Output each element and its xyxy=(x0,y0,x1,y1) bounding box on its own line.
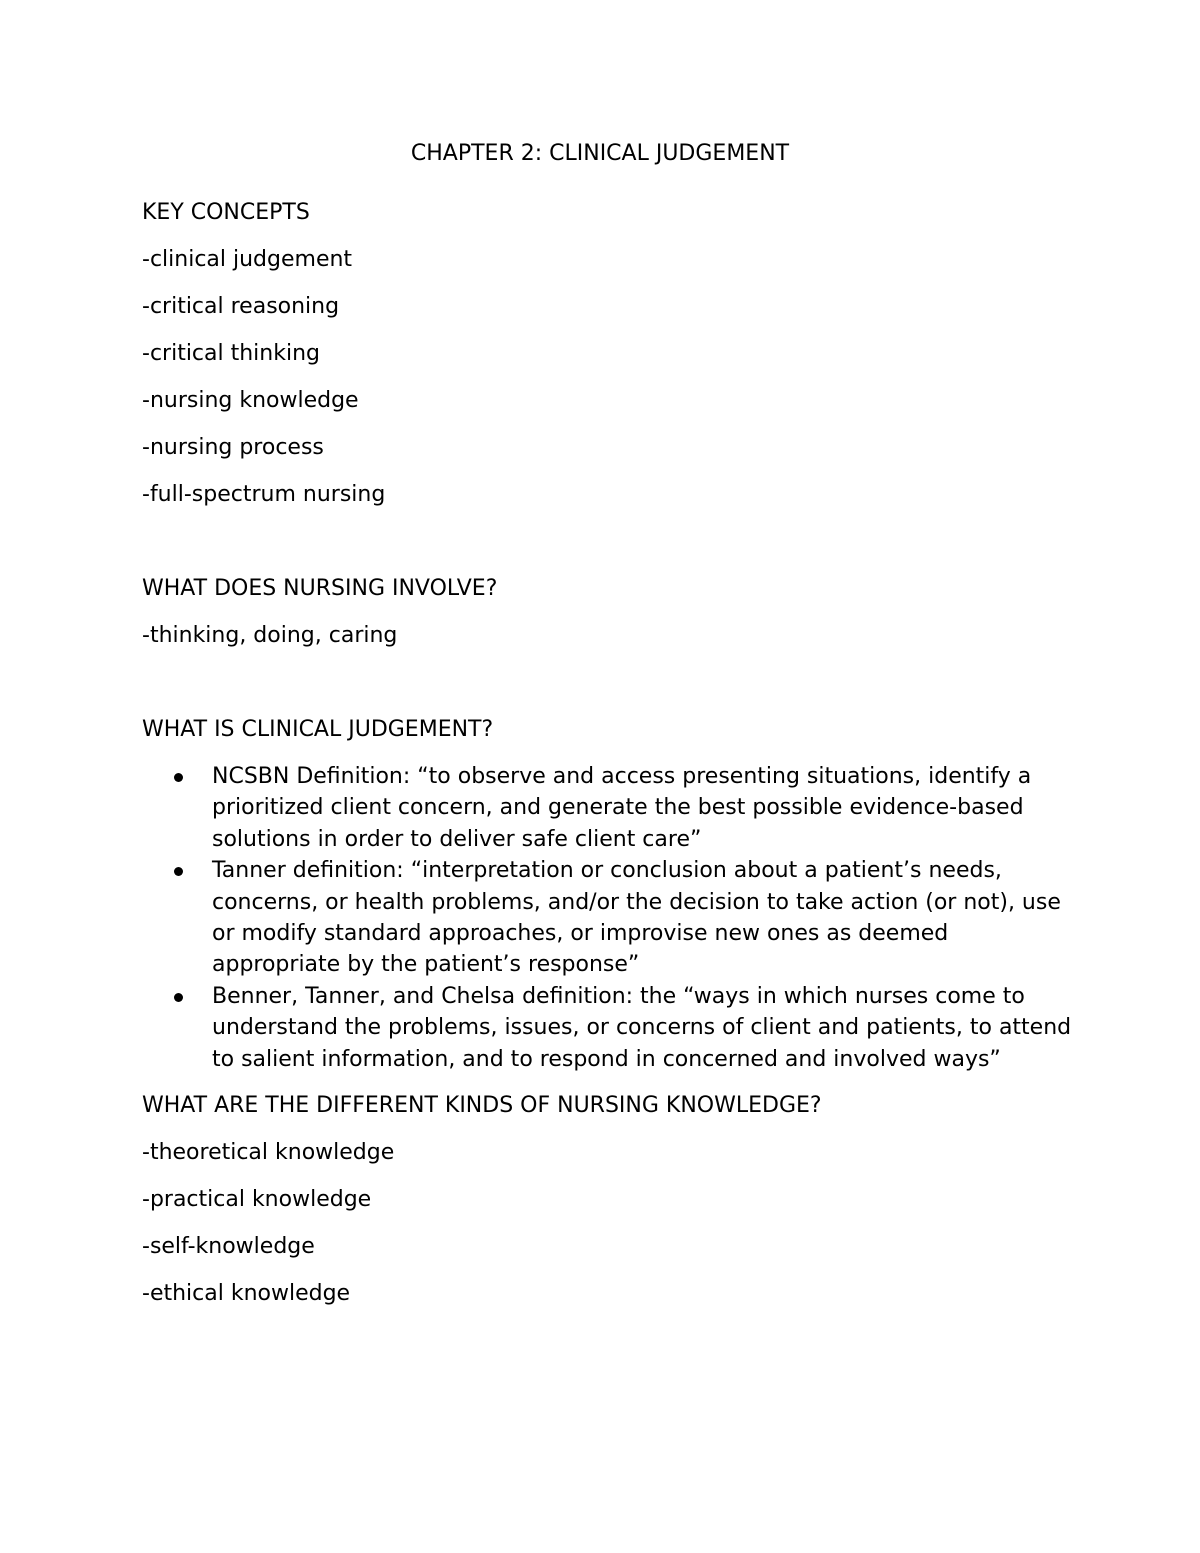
spacer xyxy=(142,667,1072,714)
bullet-icon xyxy=(174,993,183,1002)
document-page xyxy=(142,138,1072,1325)
list-item: -nursing knowledge xyxy=(142,388,359,413)
list-item: -clinical judgement xyxy=(142,247,353,272)
bullet-icon xyxy=(174,773,183,782)
section-heading-key-concepts: KEY CONCEPTS xyxy=(142,200,310,225)
bullet-text: NCSBN Definition: “to observe and access presenting situations, identify a prioritized client concern, and generate the best possible evidence-based solutions in order to deliver safe client care” xyxy=(212,764,1032,852)
list-item: -critical reasoning xyxy=(142,294,340,319)
list-item: -full-spectrum nursing xyxy=(142,482,386,507)
list-item: -self-knowledge xyxy=(142,1234,315,1260)
definition-bullet-list xyxy=(142,761,1072,1075)
list-item: -thinking, doing, caring xyxy=(142,623,398,648)
list-item: -nursing process xyxy=(142,435,324,460)
spacer xyxy=(142,526,1072,573)
bullet-item xyxy=(142,761,1072,855)
section-heading-clinical-judgement: WHAT IS CLINICAL JUDGEMENT? xyxy=(142,717,494,742)
bullet-text: Benner, Tanner, and Chelsa definition: the “ways in which nurses come to understand the problems, issues, or concerns of client and patients, to attend to salient information, and to respond in concerned and involved ways” xyxy=(212,983,1072,1072)
bullet-text: Tanner definition: “interpretation or conclusion about a patient’s needs, concerns, or health problems, and/or the decision to take action (or not), use or modify standard approaches, or improvise new ones as deemed appropriate by the patient’s response” xyxy=(212,858,1061,978)
bullet-item xyxy=(142,981,1072,1075)
section-heading-knowledge-kinds: WHAT ARE THE DIFFERENT KINDS OF NURSING KNOWLEDGE? xyxy=(142,1093,822,1119)
bullet-icon xyxy=(174,867,183,876)
list-item: -practical knowledge xyxy=(142,1187,372,1213)
section-heading-nursing-involve: WHAT DOES NURSING INVOLVE? xyxy=(142,576,498,601)
bullet-item xyxy=(142,855,1072,981)
list-item: -critical thinking xyxy=(142,341,320,366)
page-title: CHAPTER 2: CLINICAL JUDGEMENT xyxy=(410,141,790,166)
list-item: -theoretical knowledge xyxy=(142,1140,395,1166)
list-item: -ethical knowledge xyxy=(142,1281,351,1307)
